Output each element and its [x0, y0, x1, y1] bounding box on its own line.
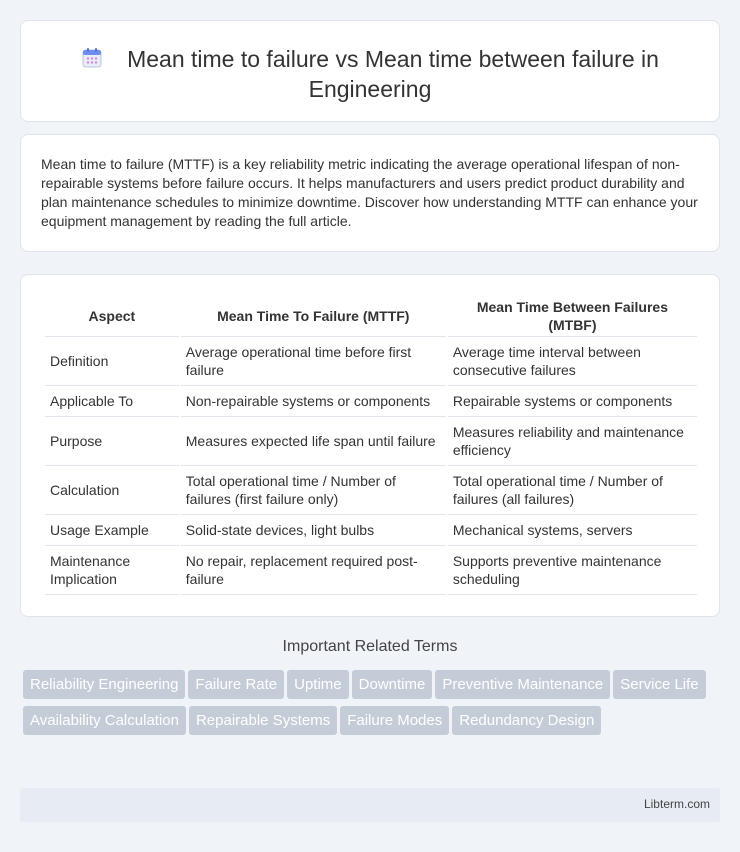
table-row	[45, 337, 697, 386]
table-cell-mtbf: Total operational time / Number of failures (all failures)	[448, 466, 697, 515]
table-cell-mttf: No repair, replacement required post-failure	[181, 546, 446, 595]
table-row	[45, 417, 697, 466]
table-header-row	[45, 295, 697, 337]
table-row	[45, 546, 697, 595]
table-cell-aspect: Usage Example	[45, 515, 179, 546]
footer	[20, 788, 720, 822]
table-cell-mtbf: Average time interval between consecutive failures	[448, 337, 697, 386]
calendar-icon	[81, 47, 103, 69]
table-cell-mtbf: Mechanical systems, servers	[448, 515, 697, 546]
table-cell-aspect: Calculation	[45, 466, 179, 515]
tag-reliability-engineering[interactable]: Reliability Engineering	[23, 670, 185, 699]
table-row	[45, 386, 697, 417]
page-title: Mean time to failure vs Mean time between failure in Engineering	[127, 46, 659, 102]
related-terms-tags	[23, 670, 723, 742]
table-row	[45, 515, 697, 546]
table-cell-mtbf: Measures reliability and maintenance efficiency	[448, 417, 697, 466]
header-card	[20, 20, 720, 122]
comparison-table-card	[20, 274, 720, 617]
tag-service-life[interactable]: Service Life	[613, 670, 705, 699]
tag-failure-modes[interactable]: Failure Modes	[340, 706, 449, 735]
intro-card	[20, 134, 720, 252]
table-cell-aspect: Maintenance Implication	[45, 546, 179, 595]
tag-preventive-maintenance[interactable]: Preventive Maintenance	[435, 670, 610, 699]
table-cell-aspect: Applicable To	[45, 386, 179, 417]
table-cell-mttf: Solid-state devices, light bulbs	[181, 515, 446, 546]
header-mtbf: Mean Time Between Failures (MTBF)	[448, 295, 697, 337]
table-cell-mttf: Average operational time before first failure	[181, 337, 446, 386]
footer-site-link[interactable]: Libterm.com	[643, 797, 710, 811]
table-cell-aspect: Definition	[45, 337, 179, 386]
intro-paragraph: Mean time to failure (MTTF) is a key reliability metric indicating the average operational lifespan of non-repairable systems before failure occurs. It helps manufacturers and users predict product durability and plan maintenance schedules to minimize downtime. Discover how understanding MTTF can enhance your equipment management by reading the full article.	[41, 156, 698, 229]
table-cell-mttf: Measures expected life span until failure	[181, 417, 446, 466]
table-cell-mtbf: Repairable systems or components	[448, 386, 697, 417]
tag-failure-rate[interactable]: Failure Rate	[188, 670, 284, 699]
tag-downtime[interactable]: Downtime	[352, 670, 433, 699]
tag-uptime[interactable]: Uptime	[287, 670, 349, 699]
header-mttf: Mean Time To Failure (MTTF)	[181, 295, 446, 337]
table-cell-aspect: Purpose	[45, 417, 179, 466]
related-terms-title: Important Related Terms	[282, 638, 458, 655]
header-aspect: Aspect	[45, 295, 179, 337]
tag-availability-calculation[interactable]: Availability Calculation	[23, 706, 186, 735]
tag-repairable-systems[interactable]: Repairable Systems	[189, 706, 337, 735]
table-cell-mttf: Non-repairable systems or components	[181, 386, 446, 417]
table-cell-mtbf: Supports preventive maintenance scheduling	[448, 546, 697, 595]
page-title-wrap	[21, 44, 719, 104]
table-cell-mttf: Total operational time / Number of failures (first failure only)	[181, 466, 446, 515]
table-row	[45, 466, 697, 515]
tag-redundancy-design[interactable]: Redundancy Design	[452, 706, 601, 735]
comparison-table	[43, 295, 699, 595]
